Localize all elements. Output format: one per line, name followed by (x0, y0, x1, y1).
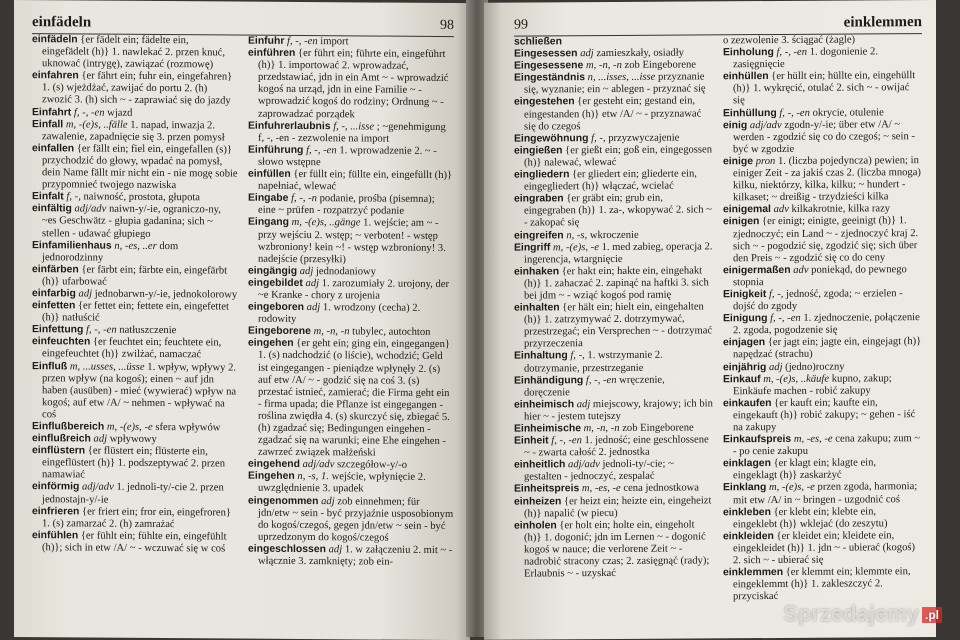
entry-definition: poniekąd, do pewnego stopnia (733, 263, 907, 289)
dictionary-entry (514, 47, 713, 60)
entry-headword: eingießen (514, 145, 563, 157)
entry-definition: wkroczenie (589, 229, 639, 241)
entry-grammar: adj/adv (749, 119, 782, 131)
dictionary-entry (248, 168, 454, 195)
entry-headword: Einfall (32, 118, 64, 130)
entry-headword: einflüstern (32, 445, 86, 457)
entry-grammar: m, -n, -n (313, 326, 350, 338)
entry-headword: Einhaltung (514, 350, 568, 363)
dictionary-entry (248, 192, 454, 219)
entry-definition: 1. wprowadzenie 2. ~ - słowo wstępne (258, 145, 437, 169)
dictionary-entry (514, 35, 713, 48)
right-column-2 (723, 34, 922, 604)
entry-headword: einfeuchten (32, 336, 91, 348)
entry-headword: eingängig (248, 265, 298, 277)
entry-headword: Einigung (723, 313, 768, 325)
entry-grammar: adv (793, 264, 809, 276)
entry-headword: einjagen (723, 337, 766, 349)
entry-headword: Einfalt (32, 191, 64, 203)
dictionary-entry (32, 481, 238, 508)
dictionary-entry (723, 155, 922, 205)
entry-headword: Einfamilienhaus (32, 239, 112, 252)
entry-headword: einheimisch (514, 399, 575, 411)
dictionary-entry (723, 336, 922, 361)
dictionary-entry (32, 505, 238, 532)
entry-headword: Eingehen (248, 471, 295, 483)
entry-headword: Einholung (723, 47, 774, 59)
dictionary-entry (248, 543, 454, 570)
entry-grammar: f, -, -en (86, 324, 117, 336)
entry-headword: eingestehen (514, 96, 575, 109)
dictionary-entry (723, 566, 922, 603)
entry-grammar: f, -, -en (551, 435, 582, 447)
entry-headword: einfüllen (248, 168, 291, 180)
entry-definition: 1. w załączeniu 2. mit ~ - włącznie 3. zamknięty; zob ein- (258, 544, 453, 568)
entry-headword: Einheit (514, 435, 549, 447)
dictionary-entry (723, 481, 922, 507)
entry-grammar: m, -(e)s, -e (106, 421, 153, 433)
entry-definition: 1. zjednoczenie, połączenie 2. zgoda, pogodzenie się (733, 312, 920, 337)
entry-grammar: f, -, -en (287, 35, 318, 48)
entry-grammar: m, -es, -e (793, 433, 833, 445)
dictionary-entry (514, 301, 713, 351)
entry-definition: {er kleidet ein; kleidete ein, eingekleidet (h)} 1. jdn ~ - ubierać (kogoś) 2. sich ~ - ubierać się (733, 530, 916, 567)
dictionary-entry (514, 398, 713, 423)
entry-definition: 1. dogonienie 2. zasięgnięcie (733, 46, 878, 71)
entry-headword: einfältig (32, 203, 72, 215)
right-column-1 (514, 35, 713, 605)
entry-definition: {er fettet ein; fettete ein, eingefettet (h)} natłuścić (42, 300, 229, 324)
entry-headword: einheitlich (514, 459, 566, 471)
dictionary-entry (32, 336, 238, 363)
dictionary-entry (514, 132, 713, 145)
entry-headword: Einführung (248, 144, 304, 156)
entry-definition: przyznanie się, wyznanie; ein ~ ablegen - przyznać się (524, 71, 706, 96)
entry-headword: eingreifen (514, 229, 564, 242)
entry-definition: zob Eingeborene (622, 422, 694, 434)
entry-grammar: adj/adv (82, 481, 114, 494)
dictionary-entry (723, 263, 922, 289)
entry-headword: Eingeständnis (514, 72, 586, 84)
dictionary-entry (514, 168, 713, 193)
entry-grammar: f, -, ...isse (333, 120, 375, 133)
entry-headword: einfädeln (32, 34, 78, 46)
entry-definition: {er kauft ein; kaufte ein, eingekauft (h)} robić zakupy; ~ gehen - iść na zakupy (733, 397, 916, 434)
dictionary-entry (514, 71, 713, 97)
entry-headword: einfärben (32, 263, 79, 276)
entry-grammar: adj (576, 398, 591, 411)
entry-headword: Einfahrt (32, 106, 72, 118)
entry-grammar: adj (580, 48, 594, 60)
entry-definition: 1. (liczba pojedyncza) pewien; in einiger Zeit - za jakiś czas 2. (liczba mnoga) kilku, niektórzy, kilka, kilku; ~ hundert - kilkaset; ~ dreißig - trzydzieści kilka (733, 155, 921, 204)
entry-headword: Eingesessen (514, 48, 578, 60)
dictionary-entry (248, 144, 454, 171)
entry-definition: {er hält ein; hielt ein, eingehalten (h)} 1. zatrzymywać 2. dotrzymywać, przestrzegać; ein Versprechen ~ - dotrzymać przyrzeczenia (524, 301, 713, 350)
entry-headword: einhaken (514, 266, 560, 278)
entry-headword: Einfettung (32, 324, 84, 336)
entry-headword: Einfuhrerlaubnis (248, 120, 331, 132)
entry-grammar: f, -, -n (291, 193, 317, 205)
dictionary-entry (514, 458, 713, 484)
right-page-number: 99 (514, 17, 528, 33)
entry-headword: einigemal (723, 204, 771, 216)
dictionary-entry (514, 192, 713, 230)
entry-definition: {er feuchtet ein; feuchtete ein, eingefeuchtet (h)} zwilżać, namaczać (42, 336, 222, 361)
dictionary-entry (723, 288, 922, 313)
entry-headword: eingeschlossen (248, 543, 326, 556)
entry-definition: {er klagt ein; klagte ein, eingeklagt (h)} zaskarżyć (733, 457, 877, 482)
right-running-head-word: einklemmen (843, 14, 922, 31)
entry-definition: jedność, zgoda; ~ erzielen - dojść do zgody (733, 288, 903, 313)
entry-definition: {er heizt ein; heizte ein, eingeheizt (h)} napalić (w piecu) (524, 494, 712, 520)
entry-headword: einhüllen (723, 71, 769, 83)
entry-grammar: m, -es, -e (581, 483, 621, 495)
entry-grammar: m, -(e)s, -e (768, 482, 815, 494)
entry-definition: zob einnehmen; für jdn/etw ~ sein - być przyjaźnie usposobionym do kogoś/czegoś, gegen jdn/etw ~ sein - być uprzedzonym do kogoś/czegoś (258, 495, 454, 544)
entry-headword: Einkauf (723, 373, 761, 385)
entry-definition: o zezwolenie 3. ściągać (żagle) (723, 34, 856, 47)
dictionary-entry (32, 529, 238, 556)
dictionary-entry (514, 240, 713, 266)
entry-headword: eingehen (248, 337, 294, 350)
entry-definition: (jedno)roczny (785, 361, 845, 373)
entry-headword: schließen (514, 36, 562, 48)
dictionary-entry (514, 434, 713, 459)
dictionary-entry (32, 70, 238, 108)
dictionary-entry (32, 118, 238, 145)
entry-grammar: m, -(e)s, -e (553, 241, 599, 253)
dictionary-entry (514, 59, 713, 73)
right-page (484, 0, 936, 640)
entry-grammar: adj (306, 302, 321, 314)
left-column-2 (248, 36, 454, 570)
entry-grammar: adj (78, 288, 93, 300)
entry-definition: zamieszkały, osiadły (596, 47, 684, 60)
dictionary-entry (514, 95, 713, 133)
entry-headword: Einkaufspreis (723, 433, 792, 446)
entry-grammar: m, -n, -n (585, 60, 622, 72)
entry-definition: cena zakupu; zum ~ - po cenie zakupu (733, 433, 921, 458)
entry-definition: jednodaniowy (315, 265, 376, 278)
entry-headword: einkaufen (723, 397, 772, 410)
entry-grammar: f, -, -en (585, 374, 617, 386)
entry-grammar: m, -(e)s, ..fälle (65, 119, 128, 131)
entry-definition: 1. wpływ, wpływy 2. przen wpływ (na kogoś); einen ~ auf jdn haben (ausüben) - mieć (wywierać) wpływ na kogoś; auf etw /A/ ~ nehmen - wpływać na coś (42, 361, 237, 421)
entry-grammar: n, ...isses, ...isse (587, 71, 656, 84)
entry-definition: naiwn-y/-ie, ograniczo-ny, ~es Geschwätz - głupia gadanina; sich ~ stellen - udawać głupiego (42, 203, 221, 240)
entry-headword: Einhändigung (514, 374, 584, 387)
entry-definition: {er gießt ein; goß ein, eingegossen (h)} nalewać, wlewać (524, 144, 713, 169)
entry-definition: sfera wpływów (155, 421, 221, 434)
entry-definition: podanie, prośba (pisemna); eine ~ prüfen - rozpatrzyć podanie (258, 193, 435, 218)
dictionary-entry (723, 203, 922, 216)
watermark-logo (783, 601, 942, 627)
entry-headword: Eingesessene (514, 60, 584, 72)
dictionary-entry (723, 372, 922, 398)
dictionary-entry (514, 482, 713, 496)
dictionary-entry (248, 337, 454, 460)
entry-headword: Eingeborene (248, 325, 311, 338)
entry-definition: {er jagt ein; jagte ein, eingejagt (h)} napędzać (strachu) (733, 336, 922, 361)
entry-grammar: adj (328, 544, 343, 556)
entry-grammar: adj (768, 361, 783, 373)
dictionary-entry (248, 277, 454, 304)
dictionary-entry (514, 494, 713, 520)
entry-headword: einfetten (32, 300, 76, 312)
dictionary-entry (723, 34, 922, 47)
entry-headword: Einhüllung (723, 107, 777, 119)
entry-definition: miejscowy, krajowy; ich bin hier ~ - jestem tutejszy (524, 398, 713, 423)
dictionary-entry (248, 217, 454, 267)
entry-definition: {er gesteht ein; gestand ein, eingestanden (h)} etw /A/ ~ - przyznawać się do czegoś (524, 95, 702, 133)
entry-headword: einführen (248, 47, 296, 60)
entry-definition: {er klemmt ein; klemmte ein, eingeklemmt (h)} 1. zakleszczyć 2. przyciskać (733, 566, 911, 603)
dictionary-entry (248, 471, 454, 497)
entry-definition: {er geht ein; ging ein, eingegangen} 1. (s) nadchodzić (o liście), wchodzić; Geld ist eingegangen - pieniądze wpłynęły 2. (s) auf etw /A/ ~ - godzić się na coś 3. (s) przestać istnieć, zamierać; die Firma geht ein - firma upada; die Pflanze ist eingegangen - roślina zwiędła 4. (s) skurczyć się, zbiegać 5. (h) zgadzać się; Bedingungen eingehen - zgadzać się na warunki; eine Ehe eingehen - zawrzeć związek małżeński (258, 338, 451, 459)
entry-headword: einjährig (723, 361, 767, 373)
entry-headword: einklagen (723, 458, 771, 470)
entry-headword: Einigkeit (723, 289, 767, 301)
entry-headword: eingebildet (248, 277, 303, 289)
entry-definition: szczegółow-y/-o (337, 459, 408, 472)
dictionary-entry (723, 312, 922, 337)
entry-grammar: m, -(e)s, ..käufe (763, 373, 830, 385)
entry-definition: 1. jedność; eine geschlossene ~ - zwarta całość 2. jednostka (524, 434, 709, 459)
left-page-number: 98 (440, 17, 454, 34)
dictionary-entry (723, 457, 922, 482)
dictionary-entry (248, 301, 454, 328)
entry-headword: Eingabe (248, 192, 289, 205)
entry-definition: {er füllt ein; füllte ein, eingefüllt (h)} napełniać, wlewać (258, 168, 453, 193)
entry-headword: eingliedern (514, 169, 570, 181)
entry-definition: wjazd (107, 107, 133, 119)
entry-definition: {er fühlt ein; fühlte ein, eingefühlt (h)}; sich in etw /A/ ~ - wczuwać się w coś (42, 530, 227, 555)
entry-grammar: n, -s, 1. (297, 471, 329, 483)
entry-definition: {er fällt ein; fiel ein, eingefallen (s)} przychodzić do głowy, wpadać na pomysł, dein Name fällt mir nicht ein - nie mogę sobie przypomnieć twojego nazwiska (42, 143, 238, 192)
entry-definition: wpływowy (109, 433, 157, 446)
entry-headword: einheizen (514, 495, 562, 508)
dictionary-entry (32, 239, 238, 266)
entry-headword: eingehend (248, 458, 300, 471)
watermark-badge: .pl (922, 607, 942, 623)
dictionary-entry (248, 120, 454, 146)
dictionary-entry (32, 263, 238, 290)
entry-definition: tubylec, autochton (352, 326, 431, 339)
entry-grammar: f, -, -en (776, 46, 808, 59)
entry-definition: wejście, wpłynięcie 2. uwzględnienie 3. upadek (258, 471, 426, 495)
entry-headword: eingenommen (248, 495, 319, 507)
entry-definition: {er einigt; einigte, geeinigt (h)} 1. zjednoczyć; ein Land ~ - zjednoczyć kraj 2. sich ~ - pogodzić się, zgodzić się; sich über den Preis ~ - zgodzić się co do ceny (733, 215, 919, 264)
entry-definition: {er gliedert ein; gliederte ein, eingegliedert (h)} włączać, wcielać (524, 168, 697, 193)
entry-definition: {er friert ein; fror ein, eingefroren} 1. (s) zamarzać 2. (h) zamrażać (42, 506, 232, 530)
entry-headword: Eingriff (514, 241, 551, 254)
entry-definition: ; ~genehmigung f, -, -en - zezwolenie na import (258, 121, 446, 145)
dictionary-entry (32, 203, 238, 242)
dictionary-entry (723, 361, 922, 374)
entry-grammar: adj/adv (302, 459, 335, 471)
entry-headword: einig (723, 119, 748, 131)
entry-grammar: adj (321, 495, 335, 507)
dictionary-entry (723, 215, 922, 265)
entry-grammar: f, -, (591, 132, 606, 144)
left-column-1 (32, 34, 238, 568)
dictionary-entry (723, 433, 922, 458)
entry-grammar: f, -, -en (779, 107, 810, 119)
dictionary-entry (32, 142, 238, 193)
entry-headword: Eingang (248, 217, 289, 229)
entry-headword: einkleben (723, 506, 771, 518)
entry-headword: einfallen (32, 142, 75, 155)
dictionary-entry (514, 144, 713, 169)
dictionary-entry (723, 46, 922, 71)
dictionary-entry (514, 229, 713, 242)
entry-grammar: adj (93, 433, 108, 445)
entry-headword: einige (723, 156, 754, 168)
entry-definition: kupno, zakup; Einkäufe machen - robić zakupy (733, 372, 892, 397)
entry-grammar: m, -n, -n (583, 422, 620, 435)
entry-headword: Einfluß (32, 360, 68, 372)
entry-definition: natłuszczenie (119, 324, 177, 337)
dictionary-entry (32, 34, 238, 72)
entry-headword: eingeboren (248, 301, 305, 314)
dictionary-entry (723, 70, 922, 107)
entry-grammar: pron (755, 155, 776, 168)
entry-grammar: n, -es, ..er (114, 240, 157, 252)
dictionary-entry (514, 265, 713, 302)
entry-definition: {er hüllt ein; hüllte ein, eingehüllt (h)} 1. wykręcić, otulać 2. sich ~ - owijać się (733, 70, 916, 107)
dictionary-entry (514, 350, 713, 375)
entry-grammar: adv (773, 204, 789, 216)
entry-definition: {er fädelt ein; fädelte ein, eingefädelt (h)} 1. nawlekać 2. przen knuć, uknować (intrygę), zawiązać (rozmowę) (42, 34, 226, 71)
entry-definition: jednobarwn-y/-ie, jednokolorowy (94, 288, 238, 301)
entry-grammar: adj (305, 277, 320, 290)
entry-definition: 1. wrodzony (cecha) 2. rodowity (258, 302, 421, 326)
entry-headword: einigermaßen (723, 264, 791, 277)
entry-definition: jednoli-ty/-cie; ~ gestalten - jednoczyć, zespalać (524, 458, 674, 483)
entry-definition: 1. jednoli-ty/-cie 2. przen jednostajn-y/-ie (42, 482, 224, 506)
entry-definition: okrycie, otulenie (812, 106, 884, 119)
entry-definition: {er färbt ein; färbte ein, eingefärbt (h)} ufarbować (42, 264, 228, 288)
entry-definition: {er klebt ein; klebte ein, eingeklebt (h)} wklejać (do zeszytu) (733, 506, 888, 530)
entry-grammar: adj (299, 265, 314, 277)
entry-definition: dom jednorodzinny (42, 240, 179, 264)
entry-definition: {er holt ein; holte ein, eingeholt (h)} 1. dogonić; jdn im Lernen ~ - dogonić kogoś w nauce; die verlorene Zeit ~ - nadrobić stracony czas; 2. zasięgnąć (rady); Erlaubnis ~ - uzyskać (524, 519, 710, 580)
left-page (14, 0, 470, 640)
dictionary-entry (32, 300, 238, 326)
dictionary-entry (723, 506, 922, 531)
entry-headword: einhalten (514, 302, 560, 314)
entry-grammar: f, -, (570, 350, 585, 362)
entry-headword: Einflußbereich (32, 421, 105, 433)
entry-headword: einholen (514, 520, 557, 532)
entry-headword: einförmig (32, 481, 80, 493)
dictionary-entry (248, 495, 454, 545)
entry-grammar: f, -, -en (770, 312, 801, 325)
dictionary-entry (723, 530, 922, 567)
dictionary-entry (514, 519, 713, 581)
right-running-head (514, 0, 922, 36)
entry-headword: Eingewöhnung (514, 132, 589, 145)
entry-grammar: f, -, (768, 288, 784, 300)
entry-definition: {er hakt ein; hakte ein, eingehakt (h)} 1. zahaczać 2. zapinąć na haftki 3. sich bei jdm ~ - wziąć kogoś pod ramię (524, 265, 709, 302)
entry-definition: wręczenie, doręczenie (524, 374, 665, 399)
entry-grammar: f, -, -en (73, 106, 105, 119)
entry-headword: einfrieren (32, 505, 80, 518)
entry-definition: {er führt ein; führte ein, eingeführt (h)} 1. importować 2. wprowadzać, przedstawiać, jdn in ein Amt ~ - wprowadzić kogoś na urząd, jdn in eine Familie ~ - wprowadzić kogoś do rodziny; Ordnung ~ - zaprowadzać porządek (258, 48, 449, 120)
entry-headword: einklemmen (723, 567, 784, 579)
dictionary-entry (514, 422, 713, 435)
entry-definition: {er flüstert ein; flüsterte ein, eingeflüstert (h)} 1. podszeptywać 2. przen namawiać (42, 445, 226, 481)
entry-grammar: f, -, -en (306, 144, 337, 157)
dictionary-entry (723, 118, 922, 156)
dictionary-entry (32, 445, 238, 483)
entry-definition: naiwność, prostota, głupota (83, 191, 201, 204)
entry-headword: Einfuhr (248, 35, 285, 47)
entry-definition: {er fährt ein; fuhr ein, eingefahren} 1. (s) wjeżdżać, zawijać do portu 2. (h) zwozić 3. (h) sich ~ - zaprawiać się do jazdy (42, 70, 233, 107)
entry-definition: przen zgoda, harmonia; mit etw /A/ in ~ bringen - uzgodnić coś (733, 481, 918, 506)
entry-headword: einigen (723, 216, 760, 228)
dictionary-entry (248, 47, 454, 122)
entry-definition: przyzwyczajenie (608, 132, 680, 144)
entry-headword: einfahren (32, 70, 79, 82)
dictionary-entry (723, 397, 922, 434)
entry-definition: import (320, 36, 349, 48)
entry-definition: cena jednostkowa (623, 482, 700, 495)
entry-grammar: adj/adv (74, 203, 107, 215)
dictionary-entry (514, 374, 713, 399)
entry-grammar: n, -s, (566, 229, 588, 241)
entry-headword: Einklang (723, 482, 767, 494)
entry-definition: zgodn-y/-ie; über etw /A/ ~ werden - zgodzić się co do czegoś; ~ sein - być w zgodzie (733, 118, 915, 156)
dictionary-entry (723, 106, 922, 120)
entry-definition: 1. med zabieg, operacja 2. ingerencja, wtargnięcie (524, 240, 713, 266)
dictionary-entry (32, 360, 238, 423)
entry-headword: eingraben (514, 193, 564, 205)
entry-definition: zob Eingeborene (624, 59, 697, 72)
entry-headword: Einheitspreis (514, 483, 580, 496)
entry-definition: 1. zarozumiały 2. urojony, der ~e Kranke - chory z urojenia (258, 278, 449, 302)
watermark-text: Sprzedajemy (783, 601, 919, 626)
entry-headword: einfühlen (32, 529, 79, 542)
entry-definition: 1. wstrzymanie 2. dotrzymanie, przestrzeganie (524, 350, 663, 375)
entry-grammar: adj/adv (568, 459, 600, 471)
entry-grammar: m, ...usses, ...üsse (69, 360, 145, 373)
entry-definition: {er gräbt ein; grub ein, eingegraben (h)} 1. za-, wkopywać 2. sich ~ - zakopać się (524, 192, 712, 229)
entry-grammar: m, -(e)s, ..gänge (291, 217, 361, 229)
entry-headword: einflußreich (32, 433, 91, 445)
left-running-head (32, 0, 454, 37)
entry-definition: 1. napad, inwazja 2. zawalenie, zapadnięcie się 3. przen pomysł (42, 119, 225, 144)
entry-grammar: f, -, (66, 191, 81, 203)
entry-headword: Einheimische (514, 423, 581, 435)
left-running-head-word: einfädeln (32, 14, 92, 31)
entry-definition: 1. wejście; am ~ - przy wejściu 2. wstęp; ~ verboten! - wstęp wzbroniony! kein ~! - wstęp wzbroniony! 3. nadejście (przesyłki) (258, 217, 446, 266)
entry-definition: kilkakrotnie, kilka razy (791, 203, 891, 216)
entry-headword: einkleiden (723, 530, 774, 543)
entry-headword: einfarbig (32, 288, 76, 300)
